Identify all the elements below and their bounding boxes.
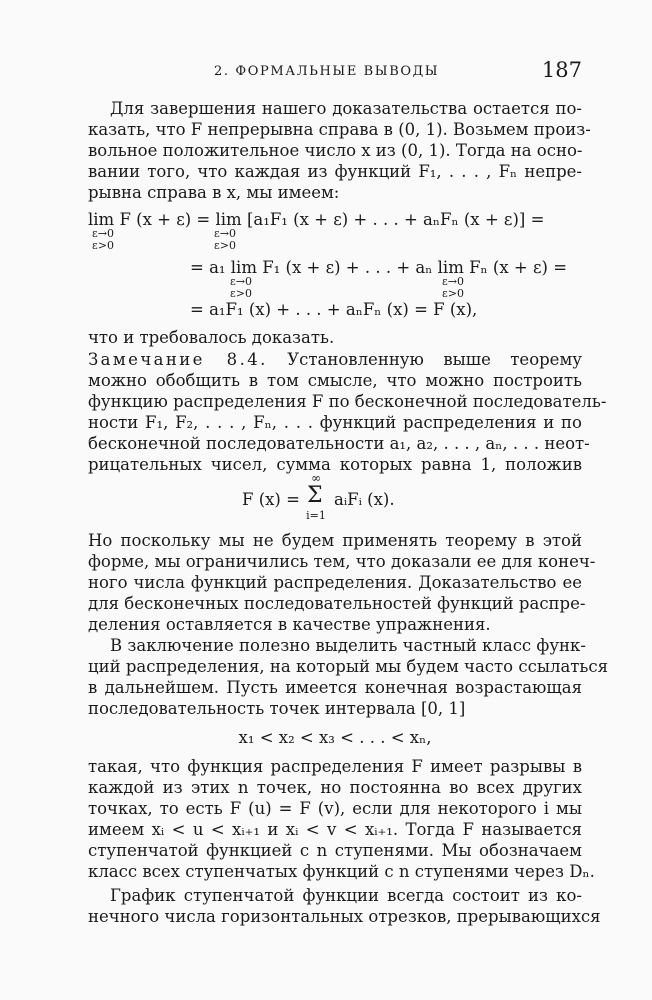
text-line: казать, что F непрерывна справа в (0, 1). Возьмем произ- xyxy=(88,120,591,139)
equation-row-1: lim F (x + ε) = lim [a₁F₁ (x + ε) + . . . + aₙFₙ (x + ε)] = xyxy=(88,210,545,229)
sum-equation-lhs: F (x) = xyxy=(242,490,300,509)
text-line: что и требовалось доказать. xyxy=(88,328,335,347)
equation-row-3: = a₁F₁ (x) + . . . + aₙFₙ (x) = F (x), xyxy=(190,300,478,319)
lim-subscript xyxy=(226,276,256,300)
text-line: В заключение полезно выделить частный класс функ- xyxy=(110,636,586,655)
page-number: 187 xyxy=(541,58,582,82)
lim-subscript-arrow: ε→0 xyxy=(230,275,252,288)
remark-first-line xyxy=(88,350,582,370)
lim-subscript-cond: ε>0 xyxy=(92,239,114,252)
text-line: имеем xᵢ < u < xᵢ₊₁ и xᵢ < v < xᵢ₊₁. Тогда F называется xyxy=(88,820,582,839)
lim-subscript xyxy=(210,228,240,252)
text-line: форме, мы ограничились тем, что доказали ее для конеч- xyxy=(88,552,596,571)
sum-sigma: Σ xyxy=(307,483,323,508)
text-line: вольное положительное число x из (0, 1). Тогда на осно- xyxy=(88,141,583,160)
lim-subscript-arrow: ε→0 xyxy=(214,227,236,240)
lim-subscript-arrow: ε→0 xyxy=(442,275,464,288)
sum-equation-rhs: aᵢFᵢ (x). xyxy=(334,490,395,509)
lim-subscript xyxy=(438,276,468,300)
text-line: точках, то есть F (u) = F (v), если для некоторого i мы xyxy=(88,799,582,818)
equation-row-2: = a₁ lim F₁ (x + ε) + . . . + aₙ lim Fₙ (x + ε) = xyxy=(190,258,568,277)
text-line: в дальнейшем. Пусть имеется конечная возрастающая xyxy=(88,678,582,697)
text-line: для бесконечных последовательностей функций распре- xyxy=(88,594,586,613)
lim-subscript-cond: ε>0 xyxy=(214,239,236,252)
remark-text: Установленную выше теорему xyxy=(287,350,582,369)
text-line: деления оставляется в качестве упражнения. xyxy=(88,615,491,634)
remark-label: Замечание 8.4. xyxy=(88,350,268,369)
sum-lower-limit: i=1 xyxy=(306,509,326,522)
text-line: последовательность точек интервала [0, 1] xyxy=(88,699,466,718)
sum-upper-limit: ∞ xyxy=(311,471,321,485)
running-title: 2. ФОРМАЛЬНЫЕ ВЫВОДЫ xyxy=(214,64,440,79)
text-line: такая, что функция распределения F имеет разрывы в xyxy=(88,757,582,776)
text-line: График ступенчатой функции всегда состоит из ко- xyxy=(110,886,582,905)
text-line: рицательных чисел, сумма которых равна 1, положив xyxy=(88,455,582,474)
text-line: ного числа функций распределения. Доказательство ее xyxy=(88,573,582,592)
page-header xyxy=(88,58,582,86)
text-line: ности F₁, F₂, . . . , Fₙ, . . . функций распределения и по xyxy=(88,413,582,432)
lim-subscript-cond: ε>0 xyxy=(442,287,464,300)
text-line: класс всех ступенчатых функций с n ступенями через Dₙ. xyxy=(88,862,595,881)
text-line: ступенчатой функцией с n ступенями. Мы обозначаем xyxy=(88,841,582,860)
text-line: Но поскольку мы не будем применять теорему в этой xyxy=(88,531,582,550)
text-line: вании того, что каждая из функций F₁, . . . , Fₙ непре- xyxy=(88,162,582,181)
text-line: ций распределения, на который мы будем часто ссылаться xyxy=(88,657,609,676)
text-line: каждой из этих n точек, но постоянна во всех других xyxy=(88,778,582,797)
inequality-chain: x₁ < x₂ < x₃ < . . . < xₙ, xyxy=(238,728,432,747)
text-line: функцию распределения F по бесконечной последователь- xyxy=(88,392,607,411)
text-line: нечного числа горизонтальных отрезков, прерывающихся xyxy=(88,907,601,926)
text-line: Для завершения нашего доказательства остается по- xyxy=(110,99,582,118)
lim-subscript-cond: ε>0 xyxy=(230,287,252,300)
lim-subscript-arrow: ε→0 xyxy=(92,227,114,240)
text-line: можно обобщить в том смысле, что можно построить xyxy=(88,371,582,390)
lim-subscript xyxy=(88,228,118,252)
text-line: рывна справа в x, мы имеем: xyxy=(88,183,340,202)
text-line: бесконечной последовательности a₁, a₂, . . . , aₙ, . . . неот- xyxy=(88,434,590,453)
